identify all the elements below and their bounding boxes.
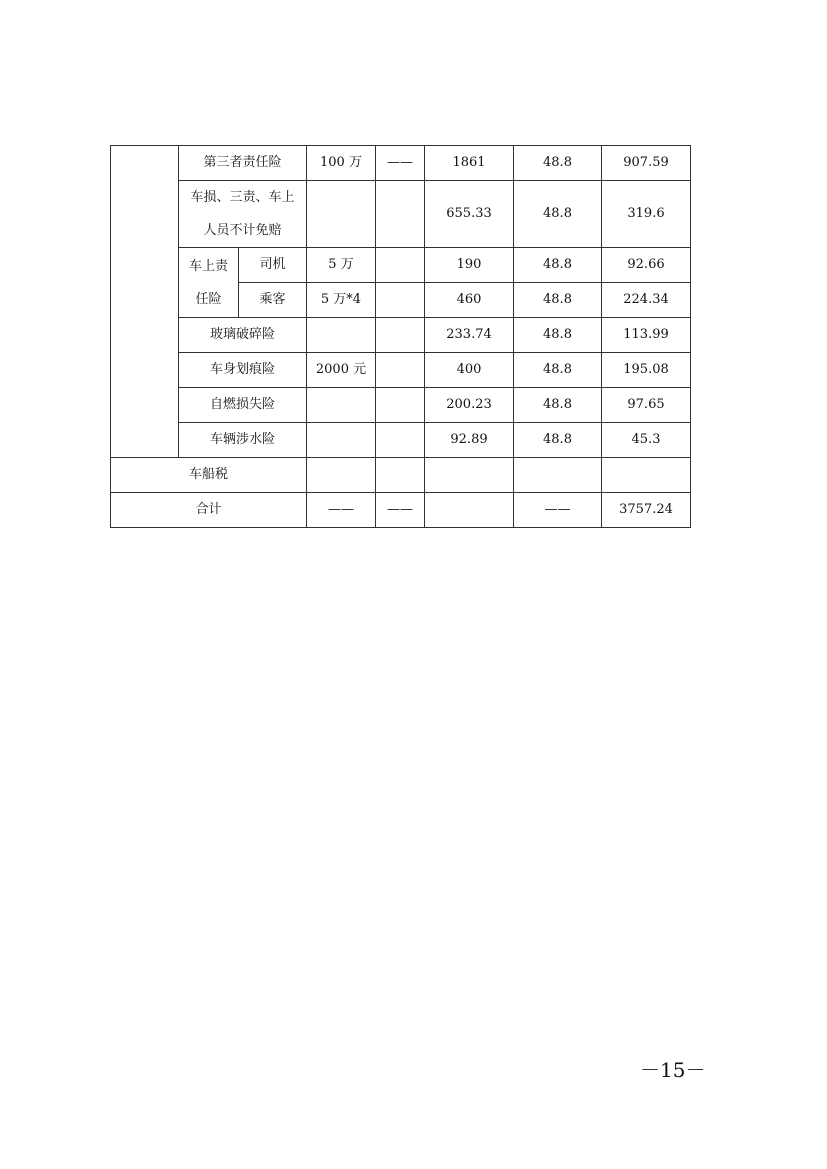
rate-cell: —— bbox=[514, 493, 602, 528]
col3-cell bbox=[376, 283, 425, 318]
rate-cell: 48.8 bbox=[514, 248, 602, 283]
item-cell: 车船税 bbox=[111, 458, 307, 493]
rate-cell: 48.8 bbox=[514, 283, 602, 318]
item-cell: 第三者责任险 bbox=[179, 146, 307, 181]
sub-item-cell: 司机 bbox=[239, 248, 307, 283]
col3-cell: —— bbox=[376, 146, 425, 181]
premium-cell: 195.08 bbox=[602, 353, 691, 388]
col3-cell bbox=[376, 353, 425, 388]
group-cell bbox=[179, 248, 239, 318]
limit-cell bbox=[307, 181, 376, 248]
rate-cell: 48.8 bbox=[514, 318, 602, 353]
page-number: －15－ bbox=[640, 1058, 706, 1082]
limit-cell: 5 万*4 bbox=[307, 283, 376, 318]
base-cell: 1861 bbox=[425, 146, 514, 181]
rate-cell: 48.8 bbox=[514, 146, 602, 181]
rate-cell bbox=[514, 458, 602, 493]
sub-item-cell: 乘客 bbox=[239, 283, 307, 318]
limit-cell: 5 万 bbox=[307, 248, 376, 283]
base-cell bbox=[425, 493, 514, 528]
rate-cell: 48.8 bbox=[514, 388, 602, 423]
premium-cell: 224.34 bbox=[602, 283, 691, 318]
item-cell: 车辆涉水险 bbox=[179, 423, 307, 458]
category-cell bbox=[111, 146, 179, 458]
group-line: 车上责 bbox=[188, 258, 228, 274]
limit-cell bbox=[307, 458, 376, 493]
table-row bbox=[111, 146, 691, 181]
premium-cell: 319.6 bbox=[602, 181, 691, 248]
col3-cell bbox=[376, 318, 425, 353]
base-cell: 655.33 bbox=[425, 181, 514, 248]
table-row bbox=[111, 458, 691, 493]
col3-cell bbox=[376, 248, 425, 283]
rate-cell: 48.8 bbox=[514, 423, 602, 458]
premium-cell: 45.3 bbox=[602, 423, 691, 458]
premium-cell: 907.59 bbox=[602, 146, 691, 181]
premium-cell: 97.65 bbox=[602, 388, 691, 423]
table-row bbox=[111, 181, 691, 248]
limit-cell bbox=[307, 388, 376, 423]
total-label-cell: 合计 bbox=[111, 493, 307, 528]
total-row bbox=[111, 493, 691, 528]
col3-cell bbox=[376, 423, 425, 458]
premium-cell: 113.99 bbox=[602, 318, 691, 353]
base-cell bbox=[425, 458, 514, 493]
premium-cell: 92.66 bbox=[602, 248, 691, 283]
col3-cell bbox=[376, 181, 425, 248]
table-row bbox=[111, 248, 691, 283]
table-row bbox=[111, 318, 691, 353]
base-cell: 400 bbox=[425, 353, 514, 388]
base-cell: 92.89 bbox=[425, 423, 514, 458]
col3-cell bbox=[376, 388, 425, 423]
group-line: 任险 bbox=[195, 291, 222, 307]
table-row bbox=[111, 353, 691, 388]
col3-cell bbox=[376, 458, 425, 493]
rate-cell: 48.8 bbox=[514, 353, 602, 388]
table-row bbox=[111, 388, 691, 423]
rate-cell: 48.8 bbox=[514, 181, 602, 248]
limit-cell: 2000 元 bbox=[307, 353, 376, 388]
item-cell: 车身划痕险 bbox=[179, 353, 307, 388]
item-line: 人员不计免赔 bbox=[203, 223, 282, 238]
base-cell: 200.23 bbox=[425, 388, 514, 423]
base-cell: 190 bbox=[425, 248, 514, 283]
item-cell: 玻璃破碎险 bbox=[179, 318, 307, 353]
total-premium-cell: 3757.24 bbox=[602, 493, 691, 528]
base-cell: 233.74 bbox=[425, 318, 514, 353]
limit-cell: 100 万 bbox=[307, 146, 376, 181]
table-row bbox=[111, 423, 691, 458]
limit-cell: —— bbox=[307, 493, 376, 528]
premium-cell bbox=[602, 458, 691, 493]
col3-cell: —— bbox=[376, 493, 425, 528]
item-cell: 自燃损失险 bbox=[179, 388, 307, 423]
item-cell bbox=[179, 181, 307, 248]
insurance-table bbox=[110, 145, 691, 528]
item-line: 车损、三责、车上 bbox=[190, 190, 295, 205]
limit-cell bbox=[307, 318, 376, 353]
limit-cell bbox=[307, 423, 376, 458]
base-cell: 460 bbox=[425, 283, 514, 318]
